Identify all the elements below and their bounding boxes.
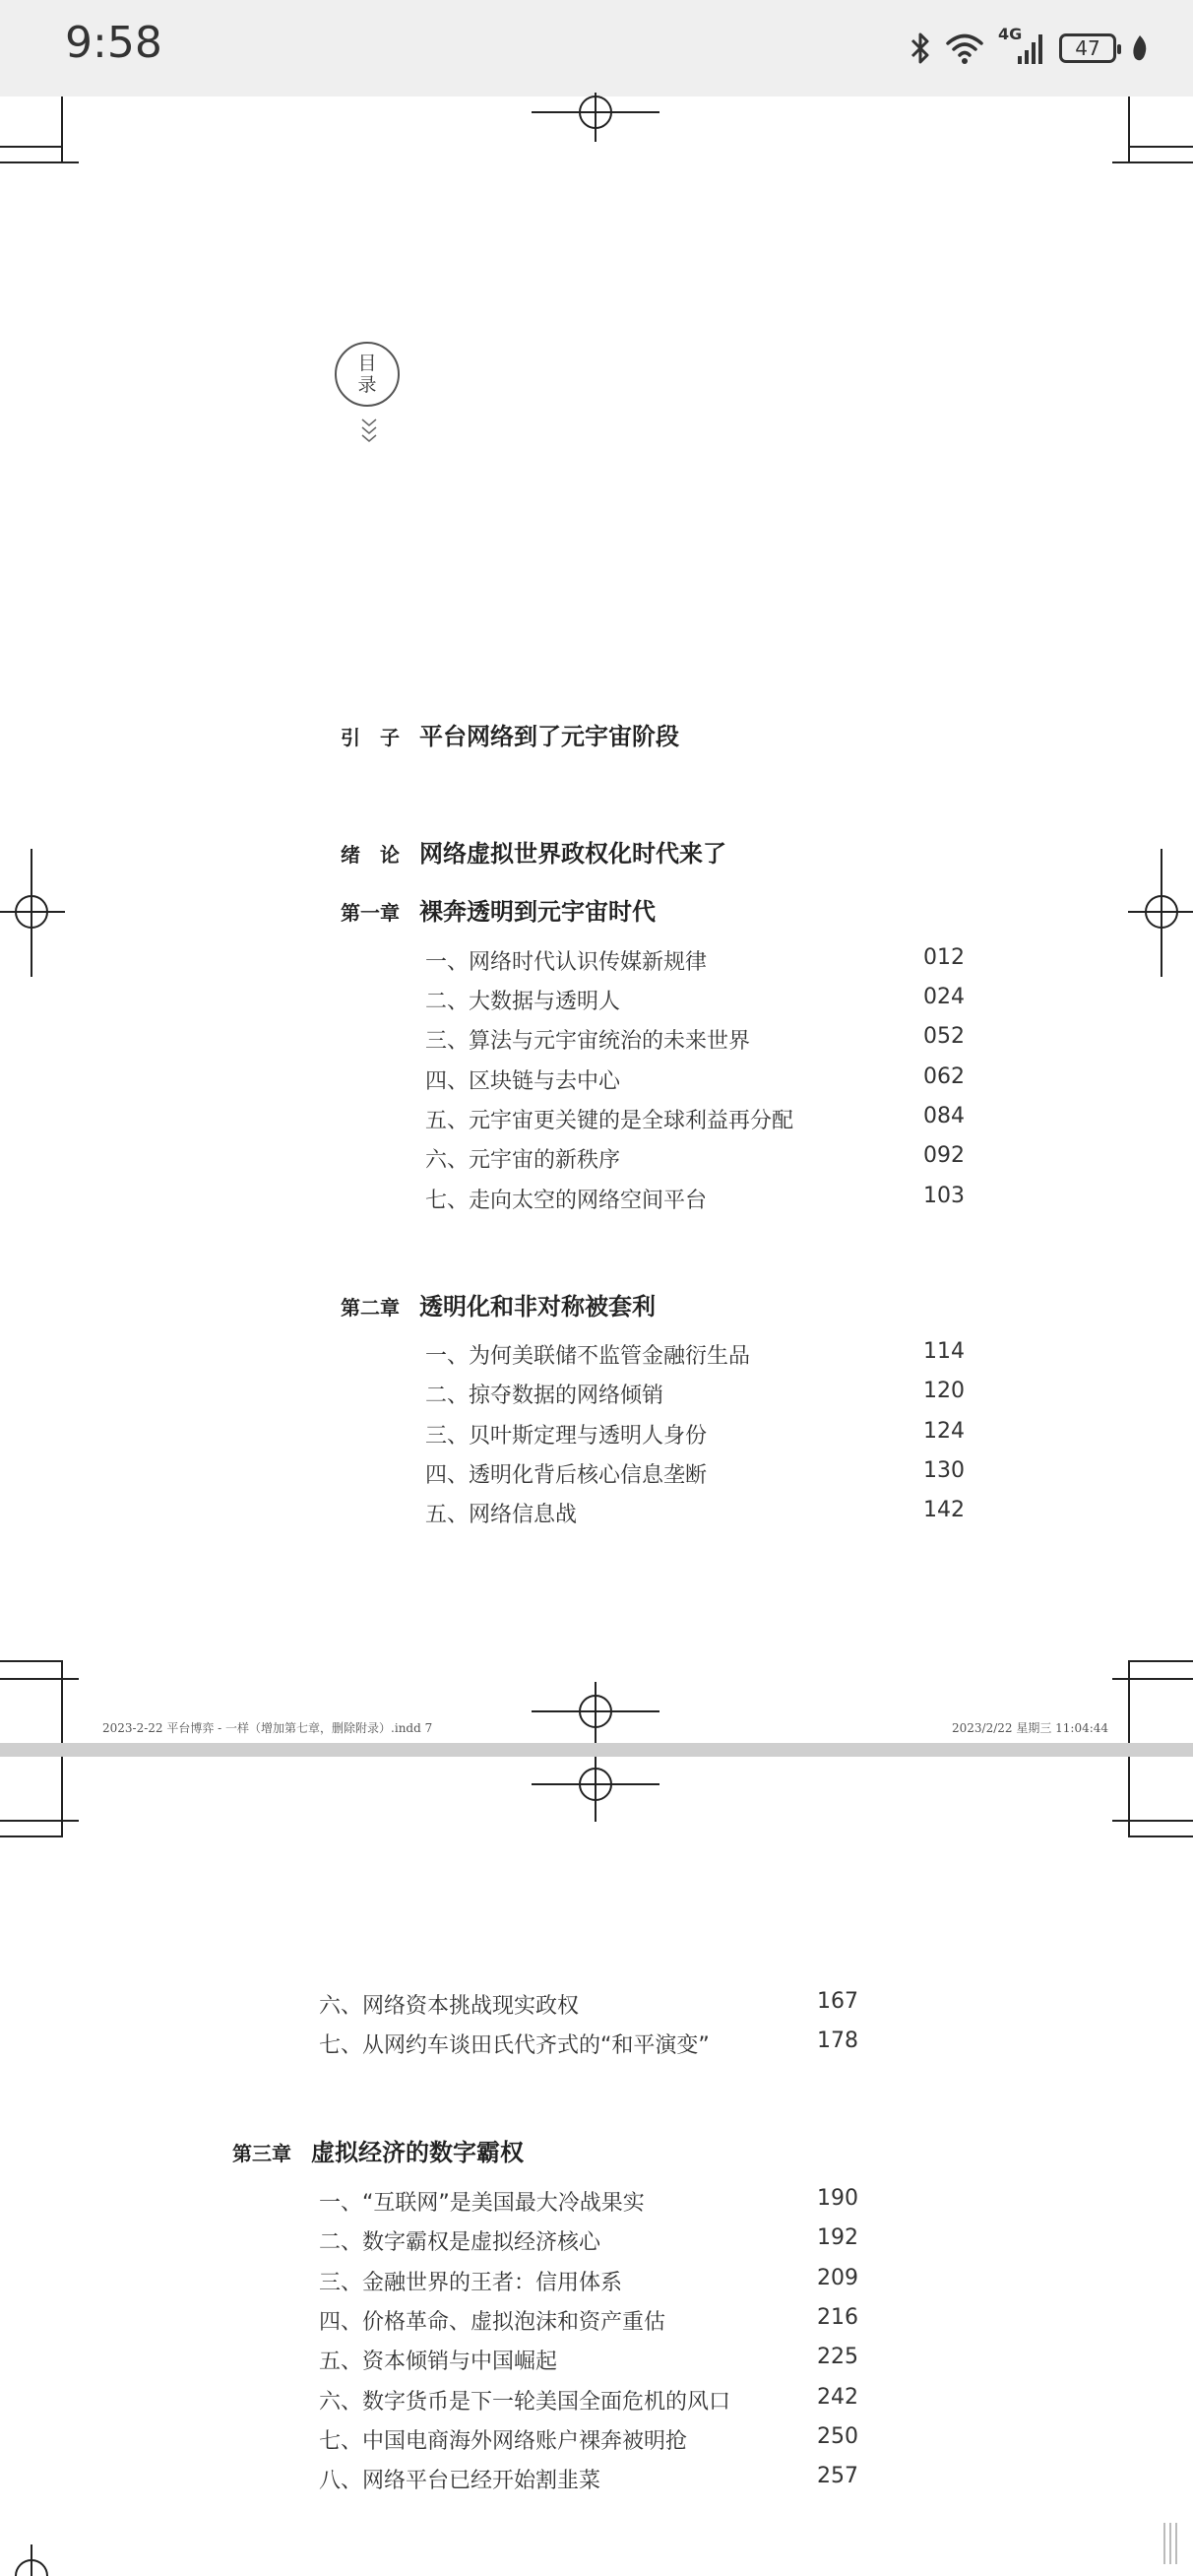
entry-label: 引 子 [341,726,400,749]
toc-badge-line1: 目 [357,353,377,374]
page-number: 103 [923,1184,965,1208]
page-number: 225 [817,2345,858,2369]
page-separator [0,1743,1193,1757]
chapter-title: 虚拟经济的数字霸权 [311,2138,524,2166]
page-number: 192 [817,2225,858,2250]
crop-mark [1112,1820,1193,1822]
bluetooth-icon [910,31,931,66]
toc-entry-intro[interactable] [341,717,679,751]
battery-level: 47 [1075,36,1100,60]
footer-file-info: 2023-2-22 平台博弈 - 一样（增加第七章，删除附录）.indd 7 [102,1721,433,1735]
toc-item[interactable]: 七、从网约车谈田氏代齐式的“和平演变” [319,2033,710,2058]
page-number: 190 [817,2186,858,2211]
chapter-label: 第一章 [341,901,400,925]
registration-mark [0,849,65,977]
crop-mark [0,161,79,163]
page-number: 257 [817,2464,858,2488]
entry-title: 网络虚拟世界政权化时代来了 [419,839,726,868]
toc-item[interactable]: 六、网络资本挑战现实政权 [319,1994,580,2019]
toc-item[interactable]: 五、网络信息战 [425,1503,578,1527]
toc-item[interactable]: 四、区块链与去中心 [425,1069,621,1094]
page-number: 209 [817,2266,858,2290]
battery-icon [1059,33,1116,63]
page-number: 062 [923,1064,965,1089]
toc-item[interactable]: 六、数字货币是下一轮美国全面危机的风口 [319,2390,731,2415]
wifi-icon [945,32,984,65]
toc-item[interactable]: 二、大数据与透明人 [425,990,621,1014]
crop-mark [1112,161,1193,163]
toc-chapter-2[interactable] [341,1287,656,1321]
chapter-title: 裸奔透明到元宇宙时代 [419,897,656,926]
toc-item[interactable]: 七、走向太空的网络空间平台 [425,1189,708,1213]
chevron-down-icon [356,418,382,451]
book-page-2 [0,1757,1193,2576]
entry-label: 绪 论 [341,843,400,867]
page-number: 124 [923,1419,965,1444]
toc-item[interactable]: 八、网络平台已经开始割韭菜 [319,2469,601,2493]
toc-item[interactable]: 一、网络时代认识传媒新规律 [425,950,708,975]
toc-entry-preface[interactable] [341,834,726,869]
footer-timestamp: 2023/2/22 星期三 11:04:44 [952,1721,1109,1735]
signal-icon [998,25,1045,66]
page-number: 120 [923,1379,965,1403]
page-number: 178 [817,2029,858,2053]
toc-badge [335,342,400,407]
toc-item[interactable]: 三、金融世界的王者：信用体系 [319,2271,623,2295]
crop-mark [1128,146,1193,148]
registration-mark [0,2544,65,2576]
page-number: 024 [923,985,965,1009]
toc-item[interactable]: 一、“互联网”是美国最大冷战果实 [319,2191,645,2216]
page-number: 052 [923,1024,965,1049]
page-number: 216 [817,2305,858,2330]
toc-chapter-1[interactable] [341,892,656,927]
toc-item[interactable]: 四、价格革命、虚拟泡沫和资产重估 [319,2310,666,2335]
registration-mark [532,1757,659,1822]
page-number: 242 [817,2385,858,2410]
chapter-label: 第三章 [232,2142,291,2165]
page-number: 114 [923,1339,965,1364]
crop-mark [61,97,63,161]
crop-mark [0,1678,79,1680]
registration-mark [532,1682,659,1743]
book-page-1 [0,97,1193,1743]
crop-mark [0,1835,61,1837]
entry-title: 平台网络到了元宇宙阶段 [419,722,679,750]
toc-item[interactable]: 四、透明化背后核心信息垄断 [425,1463,708,1488]
toc-item[interactable]: 三、算法与元宇宙统治的未来世界 [425,1029,751,1054]
page-number: 142 [923,1498,965,1522]
page-number: 250 [817,2424,858,2449]
toc-item[interactable]: 五、元宇宙更关键的是全球利益再分配 [425,1109,794,1133]
registration-mark [1128,849,1193,977]
toc-item[interactable]: 五、资本倾销与中国崛起 [319,2350,558,2374]
crop-mark [0,1660,61,1662]
crop-mark [61,1757,63,1837]
scroll-indicator[interactable] [1162,2521,1181,2566]
toc-item[interactable]: 一、为何美联储不监管金融衍生品 [425,1344,751,1369]
page-number: 084 [923,1104,965,1128]
toc-item[interactable]: 二、掠夺数据的网络倾销 [425,1384,664,1408]
network-type: 4G [998,25,1023,43]
crop-mark [1128,1835,1193,1837]
crop-mark [61,1660,63,1743]
leaf-icon [1130,33,1150,63]
toc-item[interactable]: 三、贝叶斯定理与透明人身份 [425,1424,708,1449]
toc-item[interactable]: 六、元宇宙的新秩序 [425,1148,621,1173]
registration-mark [532,93,659,152]
toc-item[interactable]: 二、数字霸权是虚拟经济核心 [319,2230,601,2255]
crop-mark [1112,1678,1193,1680]
crop-mark [0,1820,79,1822]
page-number: 012 [923,945,965,970]
toc-chapter-3[interactable] [232,2133,524,2167]
crop-mark [1128,1757,1130,1837]
crop-mark [0,146,61,148]
status-time: 9:58 [65,18,162,68]
page-number: 130 [923,1458,965,1483]
page-number: 167 [817,1989,858,2014]
crop-mark [1128,1660,1130,1743]
crop-mark [1128,1660,1193,1662]
toc-badge-line2: 录 [357,374,377,396]
page-number: 092 [923,1143,965,1168]
status-icons [910,24,1150,73]
crop-mark [1128,97,1130,161]
toc-item[interactable]: 七、中国电商海外网络账户裸奔被明抢 [319,2429,688,2454]
chapter-title: 透明化和非对称被套利 [419,1292,656,1320]
status-bar [0,0,1193,97]
chapter-label: 第二章 [341,1296,400,1320]
